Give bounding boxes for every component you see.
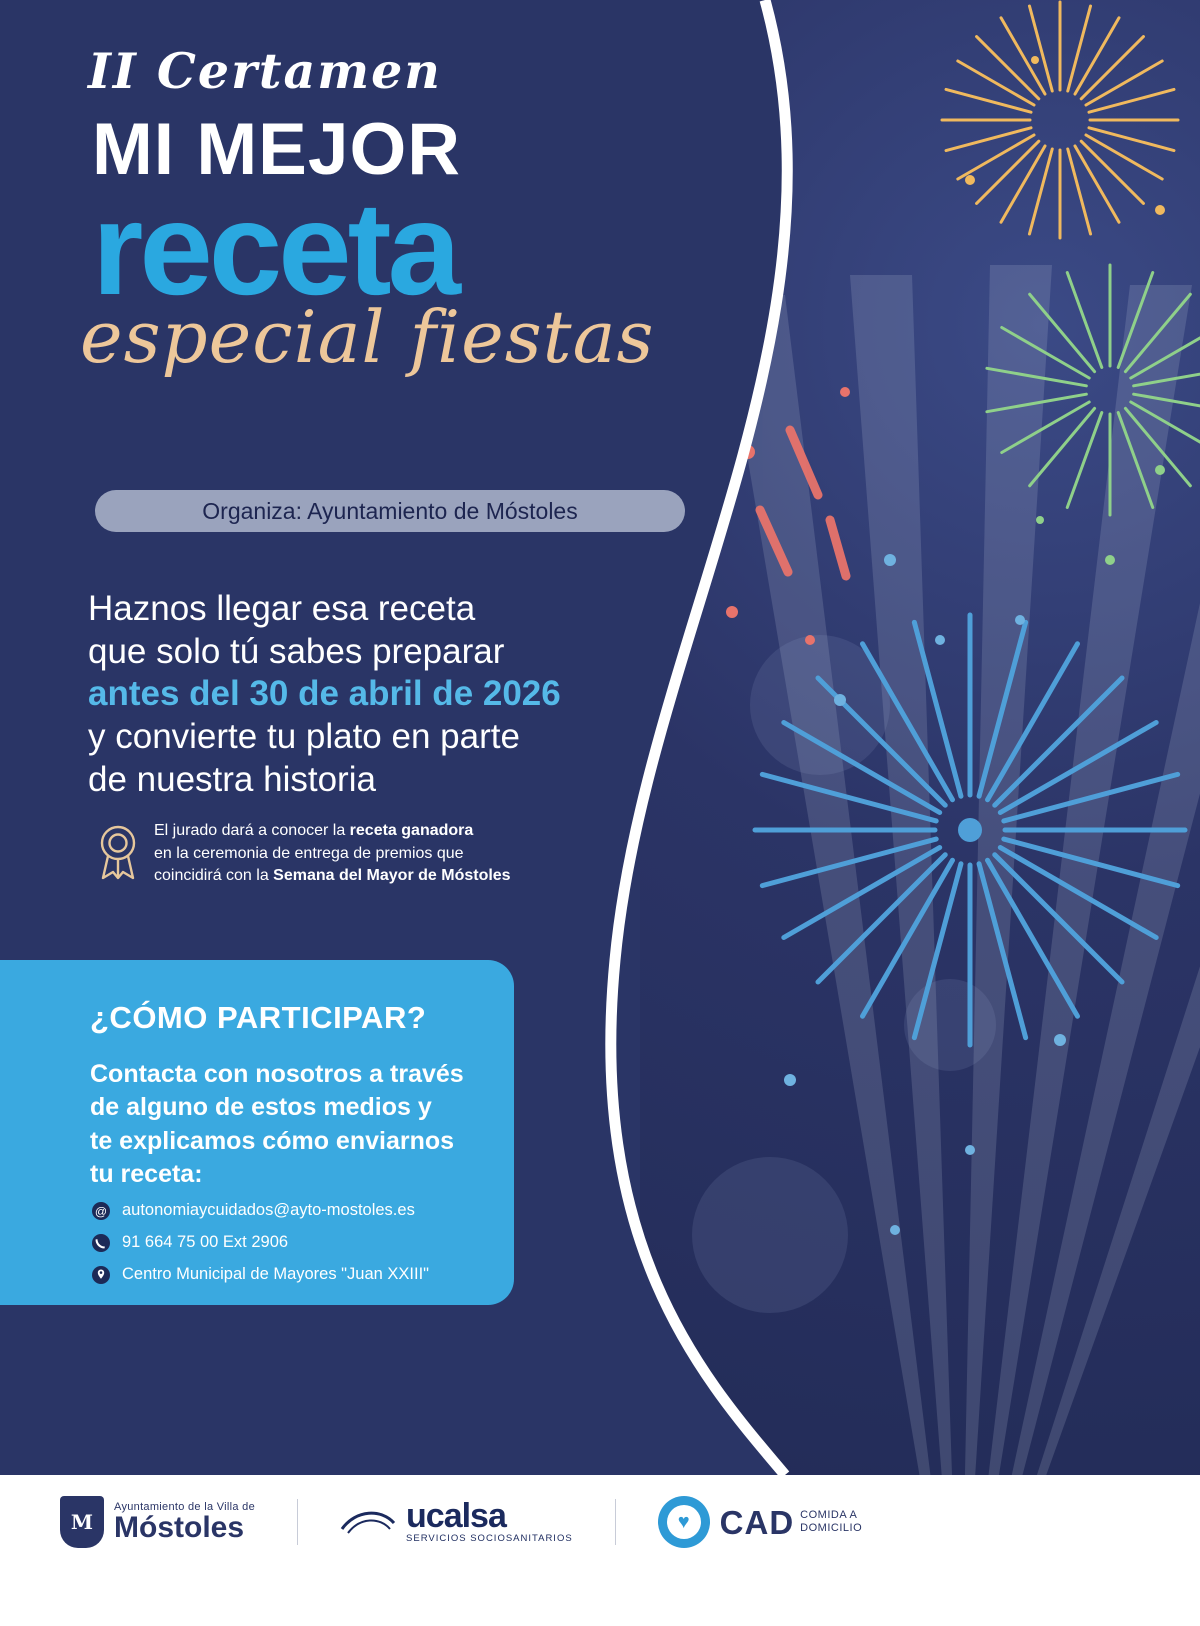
jury-note	[96, 820, 616, 888]
participation-card-body	[90, 1058, 490, 1191]
mostoles-logo-title: Móstoles	[114, 1511, 245, 1544]
contact-row-address[interactable]	[90, 1264, 510, 1285]
cad-logo-title: CAD	[719, 1503, 795, 1541]
contact-list	[90, 1200, 510, 1296]
location-pin-icon	[90, 1264, 111, 1285]
ucalsa-logo-title: ucalsa	[406, 1497, 506, 1536]
contact-address-value: Centro Municipal de Mayores "Juan XXIII"	[122, 1265, 430, 1283]
email-icon	[90, 1200, 111, 1221]
title-highlight: receta	[92, 175, 457, 322]
award-medal-icon	[96, 824, 140, 880]
cad-inner-icon: ♥	[667, 1505, 701, 1539]
card-body-line-3: te explicamos cómo enviarnos	[90, 1126, 455, 1155]
ucalsa-logo-subtitle: SERVICIOS SOCIOSANITARIOS	[406, 1532, 573, 1544]
card-body-line-1: Contacta con nosotros a través	[90, 1060, 464, 1088]
card-body-line-4: tu receta:	[90, 1159, 203, 1188]
title-subscript: especial fiestas	[80, 295, 655, 379]
lead-line-2: que solo tú sabes preparar	[88, 631, 505, 671]
cad-logo	[658, 1496, 862, 1548]
ucalsa-logo	[340, 1497, 573, 1544]
mostoles-logo-subtitle: Ayuntamiento de la Villa de	[114, 1501, 256, 1513]
cad-logo-subtitle-1: COMIDA A	[800, 1509, 858, 1522]
mostoles-shield-icon	[60, 1496, 104, 1548]
lead-deadline: antes del 30 de abril de 2026	[88, 674, 561, 714]
title-main: MI MEJOR	[92, 109, 461, 190]
contact-email-value: autonomiaycuidados@ayto-mostoles.es	[122, 1201, 415, 1219]
mostoles-logo	[60, 1496, 255, 1548]
jury-line-1-bold: receta ganadora	[349, 822, 474, 839]
svg-text:@: @	[94, 1204, 107, 1218]
lead-paragraph	[88, 588, 688, 801]
lead-line-1: Haznos llegar esa receta	[88, 589, 476, 628]
organizer-badge	[95, 490, 685, 532]
cad-logo-subtitle-2: DOMICILIO	[800, 1522, 863, 1534]
sponsor-logos	[60, 1496, 862, 1548]
jury-line-2: en la ceremonia de entrega de premios que	[154, 844, 464, 862]
mostoles-shield-letter: M	[70, 1510, 94, 1534]
jury-line-3	[154, 865, 511, 888]
phone-icon	[90, 1232, 111, 1253]
logo-divider-1	[297, 1499, 298, 1545]
lead-line-4: y convierte tu plato en parte	[88, 717, 520, 757]
contact-row-email[interactable]	[90, 1200, 510, 1221]
jury-line-3-bold: Semana del Mayor de Móstoles	[273, 867, 511, 885]
title-script: II Certamen	[88, 42, 442, 100]
participation-card-title: ¿CÓMO PARTICIPAR?	[90, 1000, 427, 1035]
card-body-line-2: de alguno de estos medios y	[90, 1093, 432, 1122]
ucalsa-swoosh-icon	[340, 1505, 396, 1539]
contact-row-phone[interactable]	[90, 1232, 510, 1253]
logo-divider-2	[615, 1499, 616, 1545]
organizer-badge-label: Organiza: Ayuntamiento de Móstoles	[202, 497, 578, 524]
jury-line-3-pre: coincidirá con la	[154, 867, 274, 885]
cad-mark-icon	[658, 1496, 710, 1548]
contact-phone-value: 91 664 75 00 Ext 2906	[122, 1233, 289, 1251]
jury-line-1-pre: El jurado dará a conocer la	[154, 822, 350, 839]
jury-line-1	[154, 820, 511, 843]
lead-line-5: de nuestra historia	[88, 759, 376, 799]
